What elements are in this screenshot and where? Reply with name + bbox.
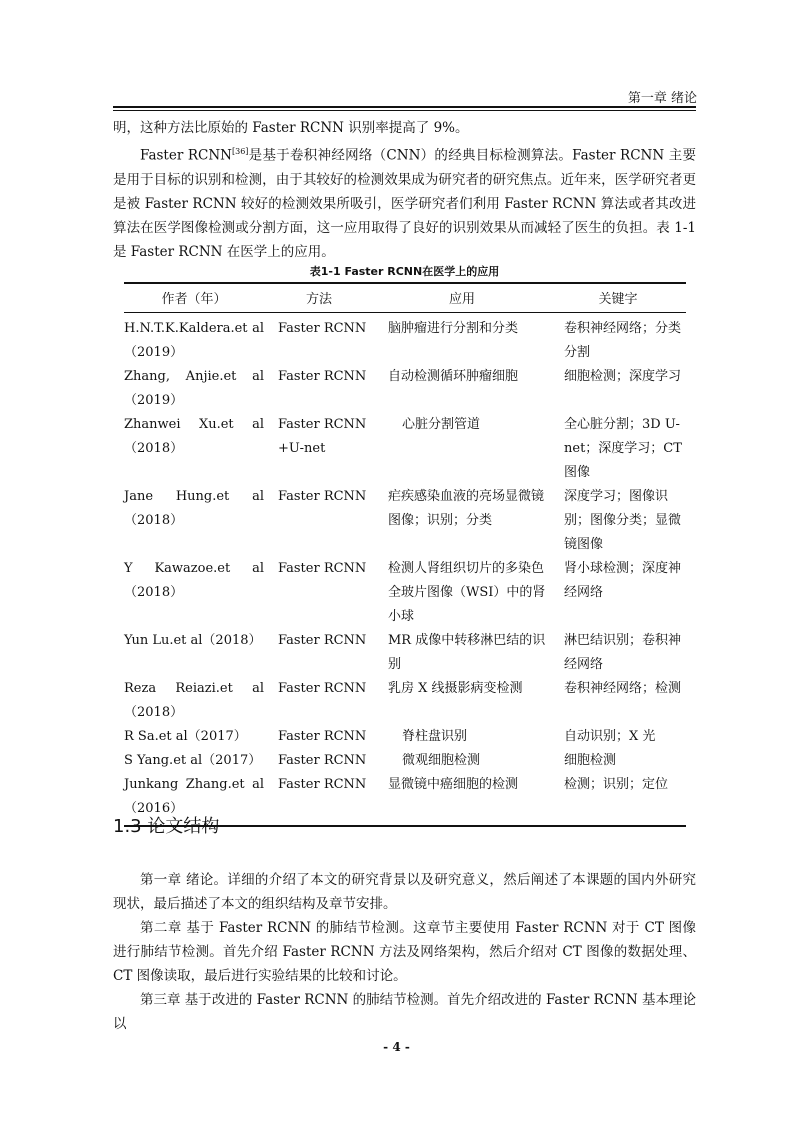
table-row xyxy=(124,557,686,629)
cell-author: H.N.T.K.Kaldera.et al （2019） xyxy=(124,321,264,360)
intro-paragraph-1: 明，这种方法比原始的 Faster RCNN 识别率提高了 9%。 xyxy=(113,120,469,136)
table-row xyxy=(124,629,686,677)
cell-application: 脑肿瘤进行分割和分类 xyxy=(388,321,519,336)
table-row xyxy=(124,485,686,557)
header-method: 方法 xyxy=(264,283,374,313)
table-row xyxy=(124,365,686,413)
section-body xyxy=(113,868,696,1036)
cell-method: Faster RCNN xyxy=(264,773,374,826)
cell-author: S Yang.et al（2017） xyxy=(124,753,262,768)
header-keywords: 关键字 xyxy=(550,283,686,313)
cell-application: 自动检测循环肿瘤细胞 xyxy=(388,369,519,384)
cell-author: R Sa.et al（2017） xyxy=(124,729,247,744)
cell-author: Yun Lu.et al（2018） xyxy=(124,633,262,648)
table-row xyxy=(124,313,686,366)
cell-keywords: 细胞检测；深度学习 xyxy=(564,369,682,384)
cell-method: Faster RCNN xyxy=(278,489,367,504)
header-application: 应用 xyxy=(374,283,550,313)
cell-method: Faster RCNN xyxy=(278,753,367,768)
cell-application: 显微镜中癌细胞的检测 xyxy=(374,773,550,826)
intro-paragraph-2-start: Faster RCNN xyxy=(140,147,232,164)
section-paragraph-3: 第三章 基于改进的 Faster RCNN 的肺结节检测。首先介绍改进的 Faster RCNN 基本理论以 xyxy=(113,992,696,1032)
intro-paragraph-2-rest: 是基于卷积神经网络（CNN）的经典目标检测算法。Faster RCNN 主要是用于目标的识别和检测，由于其较好的检测效果成为研究者的研究焦点。近年来，医学研究者更是被 Faster RCNN 较好的检测效果所吸引，医学研究者们利用 Faster RCNN 算法或者其改进算法在医学图像检测或分割方面，这一应用取得了良好的识别效果从而减轻了医生的负担。表 1-1 是 Faster RCNN 在医学上的应用。 xyxy=(113,147,696,260)
cell-application: 微观细胞检测 xyxy=(402,753,481,768)
running-header: 第一章 绪论 xyxy=(627,91,697,106)
cell-keywords: 卷积神经网络；检测 xyxy=(564,681,682,696)
cell-method: Faster RCNN xyxy=(278,369,367,384)
intro-text xyxy=(113,116,696,264)
header-author: 作者（年） xyxy=(124,283,264,313)
cell-method: Faster RCNN +U-net xyxy=(278,417,367,456)
section-heading: 1.3 论文结构 xyxy=(113,816,220,837)
cell-method: Faster RCNN xyxy=(278,561,367,576)
citation-ref: [36] xyxy=(231,147,249,156)
cell-method: Faster RCNN xyxy=(278,681,367,696)
cell-author: Reza Reiazi.et al （2018） xyxy=(124,681,264,720)
header-rule-thick xyxy=(113,106,696,108)
cell-method: Faster RCNN xyxy=(278,729,367,744)
cell-application: 乳房 X 线摄影病变检测 xyxy=(388,681,523,696)
section-paragraph-1: 第一章 绪论。详细的介绍了本文的研究背景以及研究意义，然后阐述了本课题的国内外研究现状，最后描述了本文的组织结构及章节安排。 xyxy=(113,872,696,912)
table-row xyxy=(124,725,686,749)
cell-application: 脊柱盘识别 xyxy=(402,729,468,744)
cell-keywords: 细胞检测 xyxy=(564,753,617,768)
cell-author: Zhanwei Xu.et al （2018） xyxy=(124,417,264,456)
cell-application: 检测人肾组织切片的多染色全玻片图像（WSI）中的肾小球 xyxy=(388,561,546,624)
table-header-row xyxy=(124,283,686,313)
cell-method: Faster RCNN xyxy=(278,321,367,336)
cell-keywords: 检测；识别；定位 xyxy=(550,773,686,826)
intro-paragraph-2 xyxy=(113,140,696,264)
cell-author: Junkang Zhang.et al （2016） xyxy=(124,773,264,826)
cell-keywords: 肾小球检测；深度神经网络 xyxy=(564,561,682,600)
cell-keywords: 卷积神经网络；分类分割 xyxy=(564,321,682,360)
cell-author: Jane Hung.et al（2018） xyxy=(124,489,264,528)
page-number: - 4 - xyxy=(383,1040,410,1054)
cell-keywords: 全心脏分割；3D U-net；深度学习；CT 图像 xyxy=(564,417,682,480)
table-row xyxy=(124,677,686,725)
header-rule-thin xyxy=(113,110,696,111)
cell-keywords: 深度学习；图像识别；图像分类；显微镜图像 xyxy=(564,489,682,552)
cell-keywords: 自动识别；X 光 xyxy=(564,729,656,744)
table-caption: 表1-1 Faster RCNN在医学上的应用 xyxy=(309,265,500,278)
cell-application: 心脏分割管道 xyxy=(402,417,481,432)
section-paragraph-2: 第二章 基于 Faster RCNN 的肺结节检测。这章节主要使用 Faster RCNN 对于 CT 图像进行肺结节检测。首先介绍 Faster RCNN 方法及网络架构，然后介绍对 CT 图像的数据处理、CT 图像读取，最后进行实验结果的比较和讨论。 xyxy=(113,920,696,984)
results-table xyxy=(124,282,686,827)
cell-application: MR 成像中转移淋巴结的识别 xyxy=(388,633,546,672)
cell-application: 疟疾感染血液的亮场显微镜图像；识别；分类 xyxy=(388,489,545,528)
cell-method: Faster RCNN xyxy=(278,633,367,648)
table-row xyxy=(124,749,686,773)
table-row xyxy=(124,413,686,485)
cell-keywords: 淋巴结识别；卷积神经网络 xyxy=(564,633,682,672)
cell-author: Zhang, Anjie.et al （2019） xyxy=(124,369,264,408)
cell-author: Y Kawazoe.et al （2018） xyxy=(124,561,264,600)
